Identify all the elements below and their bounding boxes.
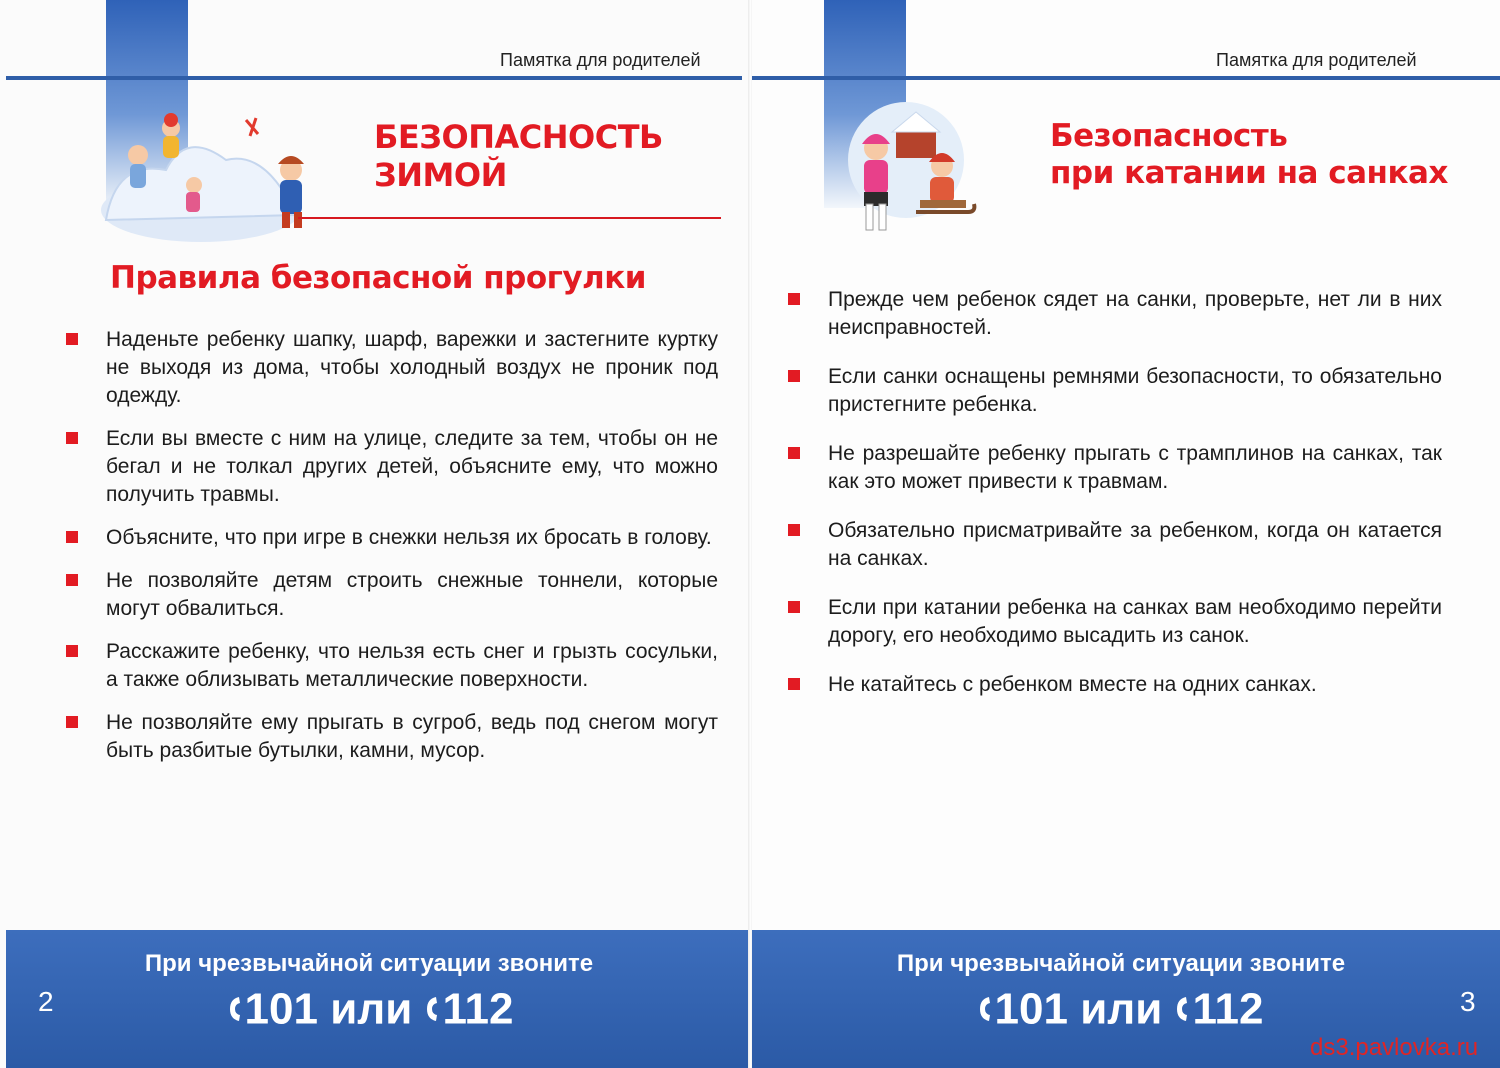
rule-text: Если при катании ребенка на санках вам необходимо перейти дорогу, его необходимо высадить из санок. bbox=[828, 596, 1442, 647]
footer-text: При чрезвычайной ситуации звоните bbox=[896, 950, 1346, 977]
title-line-2: при катании на санках bbox=[1050, 155, 1448, 192]
title-line-1: БЕЗОПАСНОСТЬ bbox=[374, 118, 663, 156]
rule-text: Расскажите ребенку, что нельзя есть снег и грызть сосульки, а также облизывать металлические поверхности. bbox=[106, 640, 718, 691]
rule-text: Обязательно присматривайте за ребенком, когда он катается на санках. bbox=[828, 519, 1442, 570]
top-rule bbox=[752, 76, 1500, 80]
emergency-numbers bbox=[752, 982, 1494, 1034]
watermark: ds3.pavlovka.ru bbox=[1310, 1034, 1479, 1061]
rule-text: Объясните, что при игре в снежки нельзя их бросать в голову. bbox=[106, 526, 712, 549]
right-page bbox=[752, 0, 1500, 1068]
list-item bbox=[788, 671, 1442, 699]
red-square-bullet-icon bbox=[66, 716, 78, 728]
title-underline bbox=[298, 217, 721, 219]
rule-text: Если вы вместе с ним на улице, следите за тем, чтобы он не бегал и не толкал других детей, объясните ему, что можно получить травмы. bbox=[106, 427, 718, 506]
title-line-1: Безопасность bbox=[1050, 118, 1288, 154]
red-square-bullet-icon bbox=[66, 531, 78, 543]
rule-text: Не позволяйте ему прыгать в сугроб, ведь под снегом могут быть разбитые бутылки, камни, мусор. bbox=[106, 711, 718, 762]
footer-text: При чрезвычайной ситуации звоните bbox=[144, 950, 594, 977]
red-square-bullet-icon bbox=[788, 678, 800, 690]
emergency-number-1: 101 bbox=[244, 984, 318, 1034]
list-item bbox=[788, 363, 1442, 419]
list-item bbox=[788, 440, 1442, 496]
phone-icon bbox=[1174, 995, 1190, 1023]
header-label: Памятка для родителей bbox=[500, 50, 701, 70]
emergency-number-1: 101 bbox=[994, 984, 1068, 1034]
emergency-numbers bbox=[0, 982, 741, 1034]
page-title bbox=[374, 118, 663, 195]
rules-list bbox=[788, 286, 1442, 720]
emergency-footer bbox=[6, 930, 748, 1068]
emergency-number-2: 112 bbox=[1192, 984, 1264, 1034]
footer-or: или bbox=[1080, 984, 1163, 1034]
red-square-bullet-icon bbox=[66, 574, 78, 586]
list-item bbox=[788, 286, 1442, 342]
rule-text: Не позволяйте детям строить снежные тоннели, которые могут обвалиться. bbox=[106, 569, 718, 620]
rule-text: Прежде чем ребенок сядет на санки, проверьте, нет ли в них неисправностей. bbox=[828, 288, 1442, 339]
list-item bbox=[66, 709, 718, 765]
red-square-bullet-icon bbox=[788, 293, 800, 305]
page-title bbox=[1050, 118, 1448, 192]
list-item bbox=[66, 326, 718, 410]
rule-text: Не катайтесь с ребенком вместе на одних санках. bbox=[828, 673, 1317, 696]
emergency-number-2: 112 bbox=[442, 984, 514, 1034]
phone-icon bbox=[977, 995, 993, 1023]
list-item bbox=[66, 567, 718, 623]
page-number: 2 bbox=[38, 986, 54, 1017]
winter-kids-illustration bbox=[96, 100, 306, 245]
list-item bbox=[66, 524, 718, 552]
section-subtitle: Правила безопасной прогулки bbox=[110, 260, 647, 296]
red-square-bullet-icon bbox=[66, 432, 78, 444]
red-square-bullet-icon bbox=[788, 524, 800, 536]
rules-list bbox=[66, 326, 718, 780]
phone-icon bbox=[424, 995, 440, 1023]
title-line-2: ЗИМОЙ bbox=[374, 156, 507, 195]
list-item bbox=[788, 517, 1442, 573]
top-rule bbox=[6, 76, 742, 80]
red-square-bullet-icon bbox=[788, 601, 800, 613]
rule-text: Не разрешайте ребенку прыгать с трамплинов на санках, так как это может привести к травмам. bbox=[828, 442, 1442, 493]
rule-text: Если санки оснащены ремнями безопасности, то обязательно пристегните ребенка. bbox=[828, 365, 1442, 416]
list-item bbox=[66, 638, 718, 694]
red-square-bullet-icon bbox=[788, 447, 800, 459]
phone-icon bbox=[227, 995, 243, 1023]
page-number: 3 bbox=[1460, 986, 1476, 1017]
list-item bbox=[788, 594, 1442, 650]
footer-or: или bbox=[330, 984, 413, 1034]
red-square-bullet-icon bbox=[788, 370, 800, 382]
rule-text: Наденьте ребенку шапку, шарф, варежки и застегните куртку не выходя из дома, чтобы холодный воздух не проник под одежду. bbox=[106, 328, 718, 407]
red-square-bullet-icon bbox=[66, 333, 78, 345]
red-square-bullet-icon bbox=[66, 645, 78, 657]
header-label: Памятка для родителей bbox=[1216, 50, 1417, 70]
sledding-kids-illustration bbox=[834, 100, 979, 245]
list-item bbox=[66, 425, 718, 509]
